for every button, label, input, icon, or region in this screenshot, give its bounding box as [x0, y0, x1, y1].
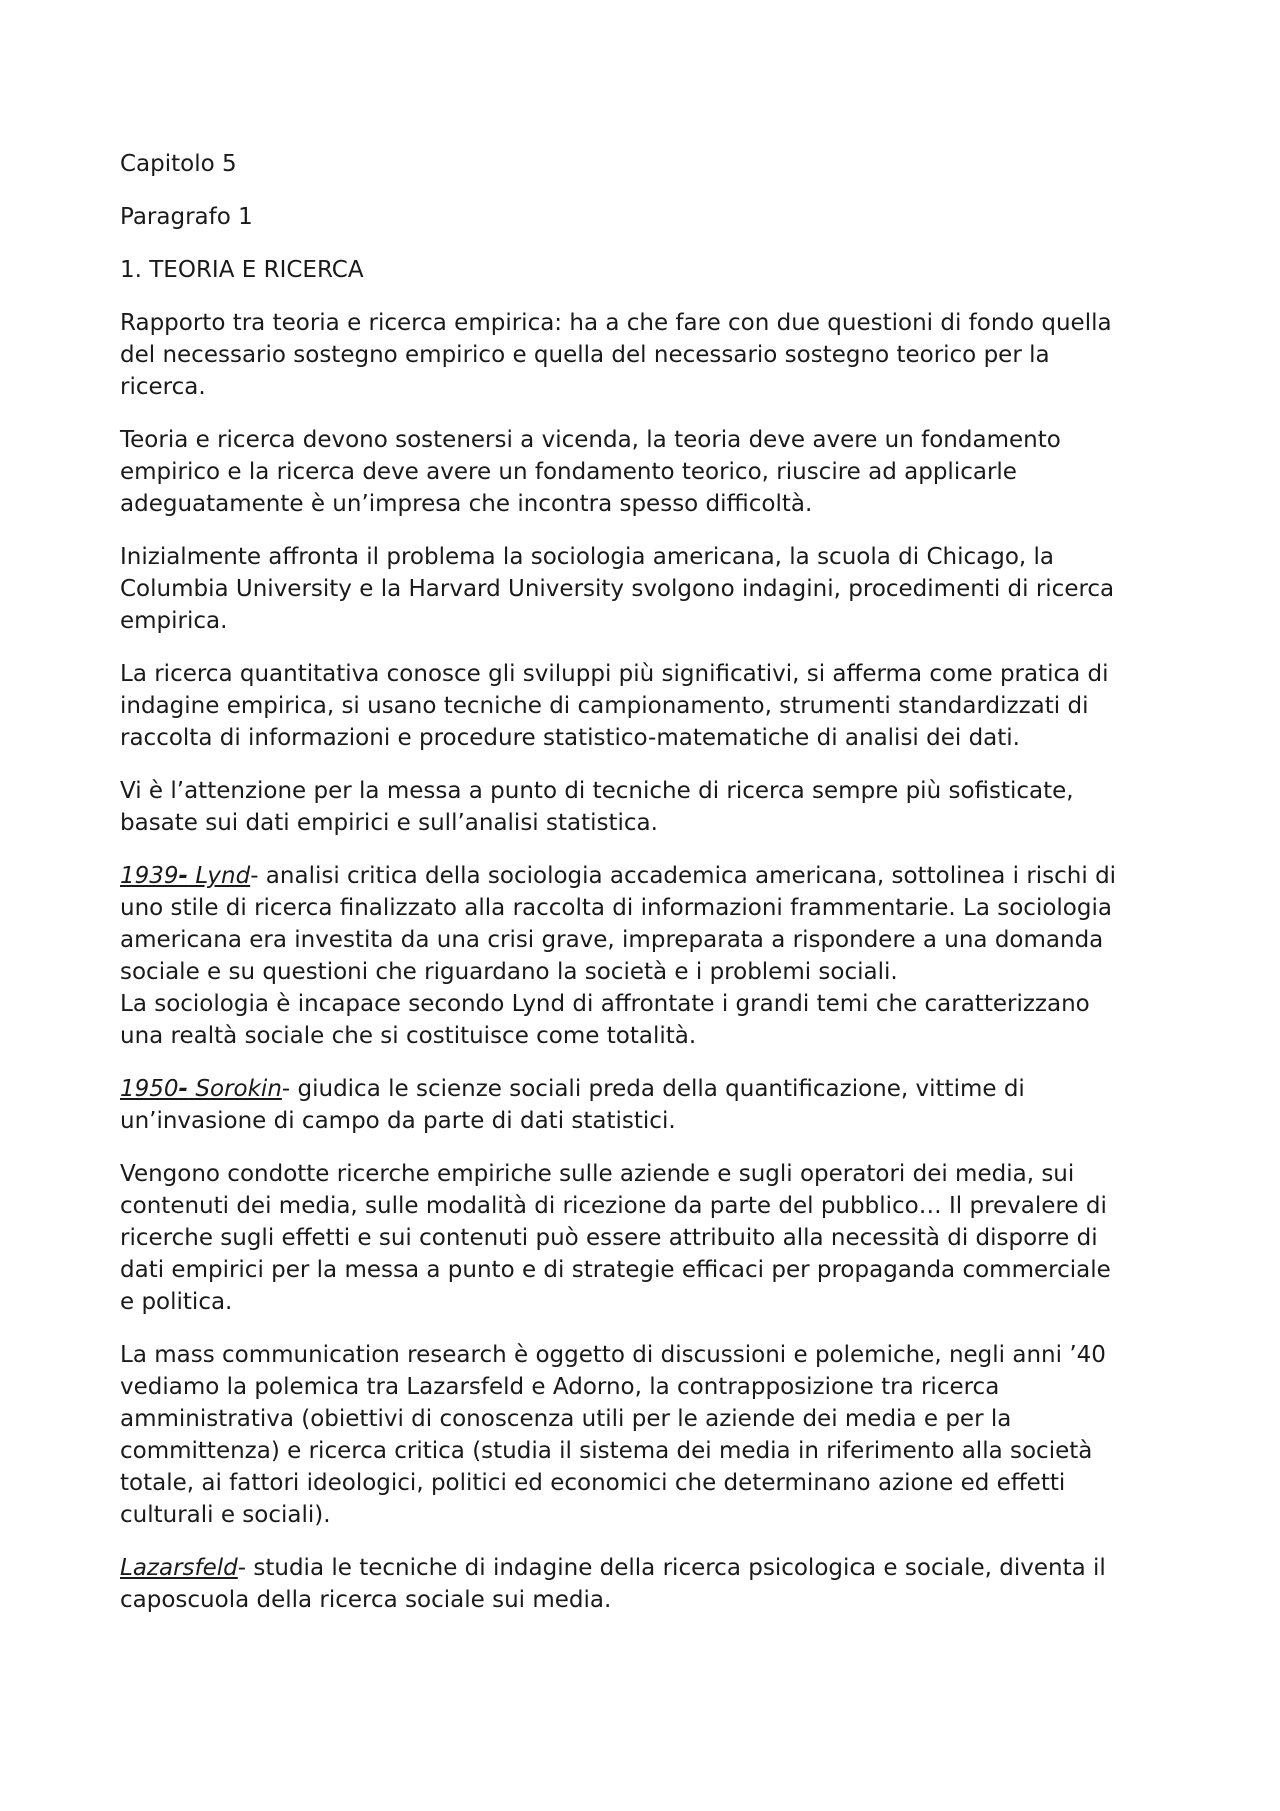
body-paragraph-mass-communication: La mass communication research è oggetto di discussioni e polemiche, negli anni ’40 vediamo la polemica tra Lazarsfeld e Adorno, la contrapposizione tra ricerca amministrativa (obiettivi di conoscenza utili per le aziende dei media e per la committenza) e ricerca critica (studia il sistema dei media in riferimento alla società totale, ai fattori ideologici, politici ed economici che determinano azione ed effetti culturali e sociali). [120, 1342, 1106, 1528]
lazarsfeld-text: - studia le tecniche di indagine della ricerca psicologica e sociale, diventa il caposcuola della ricerca sociale sui media. [120, 1555, 1106, 1613]
sorokin-lead [120, 1076, 282, 1102]
lynd-lead [120, 863, 250, 889]
sorokin-text: - giudica le scienze sociali preda della quantificazione, vittime di un’invasione di campo da parte di dati statistici. [120, 1076, 1025, 1134]
body-paragraph-sorokin [120, 1073, 1170, 1137]
lazarsfeld-name: Lazarsfeld [120, 1555, 238, 1581]
sorokin-name: Sorokin [188, 1076, 282, 1102]
document-page [120, 148, 1170, 1637]
body-paragraph-sophisticated-techniques: Vi è l’attenzione per la messa a punto di tecniche di ricerca sempre più sofisticate, basate sui dati empirici e sull’analisi statistica. [120, 778, 1074, 836]
body-paragraph-lazarsfeld [120, 1552, 1170, 1616]
lynd-text: - analisi critica della sociologia accademica americana, sottolinea i rischi di uno stile di ricerca finalizzato alla raccolta di informazioni frammentarie. La sociologia americana era investita da una crisi grave, impreparata a rispondere a una domanda sociale e su questioni che riguardano la società e i problemi sociali. La sociologia è incapace secondo Lynd di affrontate i grandi temi che caratterizzano una realtà sociale che si costituisce come totalità. [120, 863, 1117, 1049]
body-paragraph-lynd [120, 860, 1170, 1052]
lynd-dash: - [178, 863, 189, 889]
sorokin-year: 1950 [120, 1076, 179, 1102]
lynd-year: 1939 [120, 863, 179, 889]
paragraph-heading: Paragrafo 1 [120, 204, 253, 230]
body-paragraph-mutual-support: Teoria e ricerca devono sostenersi a vicenda, la teoria deve avere un fondamento empirico e la ricerca deve avere un fondamento teorico, riuscire ad applicarle adeguatamente è un’impresa che incontra spesso difficoltà. [120, 427, 1061, 517]
sorokin-dash: - [178, 1076, 189, 1102]
body-paragraph-media-research: Vengono condotte ricerche empiriche sulle aziende e sugli operatori dei media, sui contenuti dei media, sulle modalità di ricezione da parte del pubblico… Il prevalere di ricerche sugli effetti e sui contenuti può essere attribuito alla necessità di disporre di dati empirici per la messa a punto e di strategie efficaci per propaganda commerciale e politica. [120, 1161, 1111, 1315]
section-title: 1. TEORIA E RICERCA [120, 257, 364, 283]
lynd-name: Lynd [188, 863, 251, 889]
body-paragraph-theory-research: Rapporto tra teoria e ricerca empirica: ha a che fare con due questioni di fondo quella del necessario sostegno empirico e quella del necessario sostegno teorico per la ricerca. [120, 310, 1112, 400]
body-paragraph-quantitative-research: La ricerca quantitativa conosce gli sviluppi più significativi, si afferma come pratica di indagine empirica, si usano tecniche di campionamento, strumenti standardizzati di raccolta di informazioni e procedure statistico-matematiche di analisi dei dati. [120, 661, 1109, 751]
body-paragraph-american-sociology: Inizialmente affronta il problema la sociologia americana, la scuola di Chicago, la Columbia University e la Harvard University svolgono indagini, procedimenti di ricerca empirica. [120, 544, 1115, 634]
chapter-heading: Capitolo 5 [120, 151, 237, 177]
